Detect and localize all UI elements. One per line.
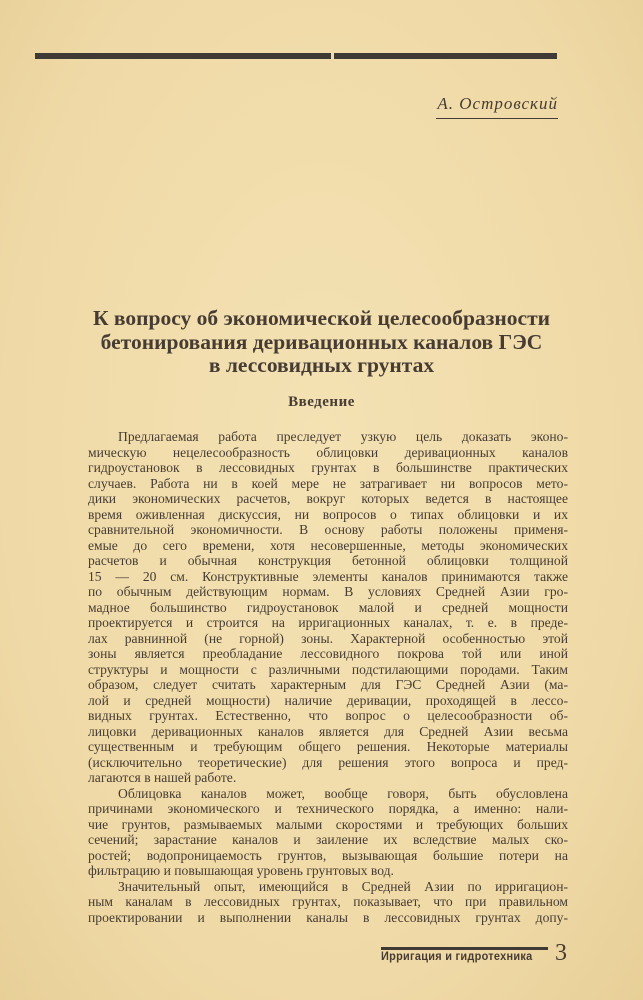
text-line: причинами экономического и технического порядка, а именно: нали- <box>88 801 568 816</box>
text-line: лагаются в нашей работе. <box>88 770 237 785</box>
page-number: 3 <box>555 940 567 966</box>
text-line: существенным и требующим общего решения. Некоторые материалы <box>88 739 568 754</box>
text-line: дики экономических расчетов, вокруг которых ведется в настоящее <box>88 491 568 506</box>
text-line: мическую нецелесообразность облицовки деривационных каналов <box>88 444 568 460</box>
footer-rule <box>381 947 548 950</box>
text-line: сравнительной экономичности. В основу работы положены применя- <box>88 522 568 537</box>
text-line: гидроустановок в лессовидных грунтах в большинстве практических <box>88 460 568 475</box>
text-line: зоны является преобладание лессовидного покрова той или иной <box>88 646 568 661</box>
text-line: фильтрацию и повышающая уровень грунтовых вод. <box>88 863 394 878</box>
text-line: ростей; водопроницаемость грунтов, вызывающая большие потери на <box>88 847 568 863</box>
text-line: лах равнинной (не горной) зоны. Характерной особенностью этой <box>88 630 568 646</box>
text-line: Предлагаемая работа преследует узкую цель доказать эконо- <box>118 429 568 444</box>
text-line: проектировании и выполнении каналы в лессовидных грунтах допу- <box>88 909 568 925</box>
text-line: проектируется и строится на ирригационных каналах, т. е. в преде- <box>88 615 568 630</box>
text-line: структуры и мощности с различными подстилающими породами. Таким <box>88 661 568 677</box>
text-line: время оживленная дискуссия, ни вопросов о типах облицовки и их <box>88 506 568 522</box>
text-line: лой и средней мощности) наличие деривации, проходящей в лессо- <box>88 692 568 708</box>
text-line: расчетов и обычная конструкция бетонной облицовки толщиной <box>88 553 568 568</box>
section-heading: Введение <box>288 394 355 410</box>
text-line: сечений; зарастание каналов и заиление их вследствие малых ско- <box>88 832 568 847</box>
text-line: Значительный опыт, имеющийся в Средней Азии по ирригацион- <box>118 878 568 894</box>
text-line: по обычным действующим нормам. В условиях Средней Азии гро- <box>88 584 568 599</box>
article-body <box>88 429 568 925</box>
text-line: ным каналам в лессовидных грунтах, показывает, что при правильном <box>88 894 568 909</box>
title-line: К вопросу об экономической целесообразности <box>92 306 551 330</box>
text-line: лицовки деривационных каналов является для Средней Азии весьма <box>88 723 568 739</box>
text-line: видных грунтах. Естественно, что вопрос о целесообразности об- <box>88 708 568 723</box>
title-line: бетонирования деривационных каналов ГЭС <box>100 329 543 354</box>
text-line: мадное большинство гидроустановок малой и средней мощности <box>88 599 568 615</box>
author-underline <box>436 118 558 119</box>
text-line: 15 — 20 см. Конструктивные элементы каналов принимаются также <box>88 568 568 584</box>
text-line: емые до сего времени, хотя несовершенные, методы экономических <box>88 537 568 553</box>
article-title <box>0 307 643 378</box>
header-rule-left <box>35 53 331 59</box>
text-line: Облицовка каналов может, вообще говоря, быть обусловлена <box>118 785 568 801</box>
title-line: в лессовидных грунтах <box>208 353 435 377</box>
text-line: образом, следует считать характерным для ГЭС Средней Азии (ма- <box>88 677 568 692</box>
text-line: случаев. Работа ни в коей мере не затрагивает ни вопросов мето- <box>88 475 568 491</box>
author-name: А. Островский <box>437 94 558 113</box>
text-line: (исключительно теоретические) для решения этого вопроса и пред- <box>88 754 568 770</box>
journal-name: Ирригация и гидротехника <box>381 951 533 963</box>
header-rule-right <box>334 53 557 59</box>
text-line: чие грунтов, размываемых малыми скоростями и требующих больших <box>88 816 568 832</box>
